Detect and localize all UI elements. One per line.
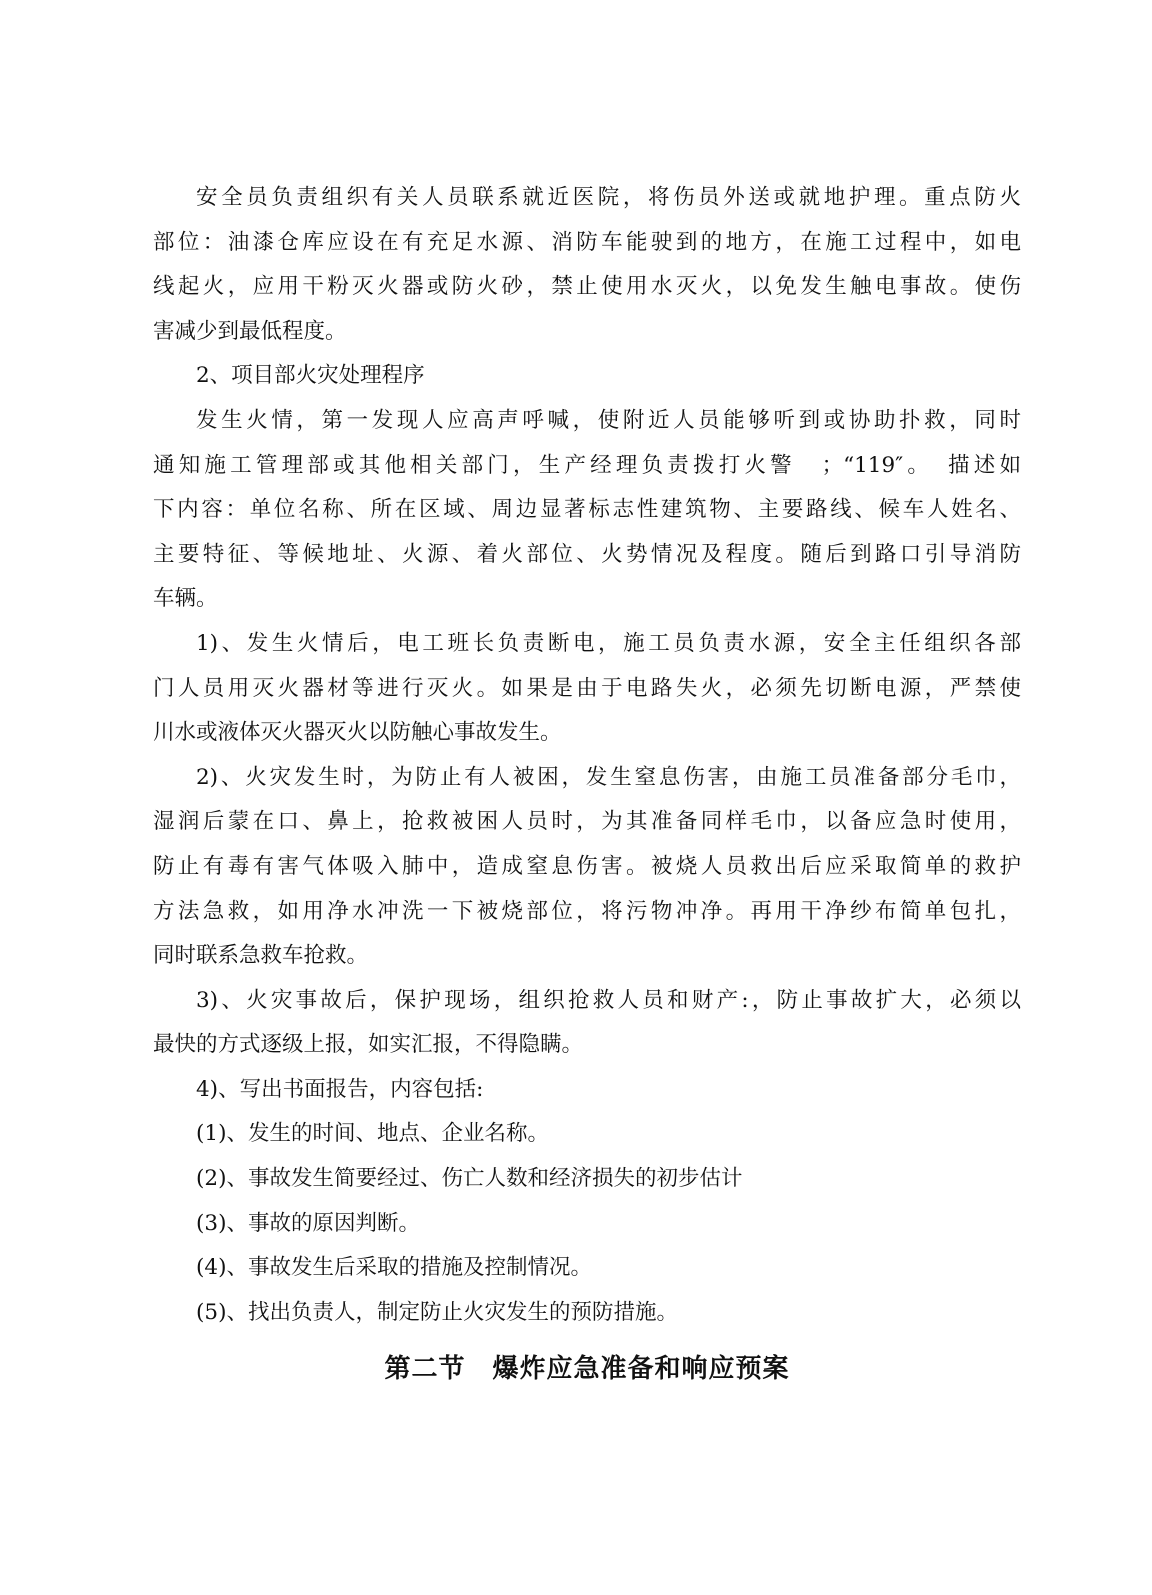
text-line: 湿润后蒙在口、鼻上，抢救被困人员时，为其准备同样毛巾，以备应急时使用， <box>153 809 1021 835</box>
text-line: 同时联系急救车抢救。 <box>153 943 369 969</box>
text-line: 最快的方式逐级上报，如实汇报，不得隐瞒。 <box>153 1032 584 1058</box>
text-line: 主要特征、等候地址、火源、着火部位、火势情况及程度。随后到路口引导消防 <box>153 541 1021 567</box>
text-line: 川水或液体灭火器灭火以防触心事故发生。 <box>153 720 562 746</box>
text-line: 线起火，应用干粉灭火器或防火砂，禁止使用水灭火，以免发生触电事故。使伤 <box>153 274 1021 300</box>
text-line: 下内容：单位名称、所在区域、周边显著标志性建筑物、主要路线、候车人姓名、 <box>153 497 1021 523</box>
text-line: 防止有毒有害气体吸入肺中，造成窒息伤害。被烧人员救出后应采取简单的救护 <box>153 853 1021 879</box>
text-line: (3)、事故的原因判断。 <box>196 1210 420 1236</box>
document-body <box>153 176 1021 1389</box>
text-line: 害减少到最低程度。 <box>153 318 347 344</box>
text-line: 安全员负责组织有关人员联系就近医院，将伤员外送或就地护理。重点防火 <box>196 185 1021 210</box>
text-line: (1)、发生的时间、地点、企业名称。 <box>196 1121 549 1147</box>
text-line: 2、项目部火灾处理程序 <box>196 363 425 389</box>
text-line: 通知施工管理部或其他相关部门，生产经理负责拨打火警 ；“119″。 描述如 <box>153 452 1021 478</box>
text-line: 3)、火灾事故后，保护现场，组织抢救人员和财产:，防止事故扩大，必须以 <box>196 987 1021 1013</box>
text-line: (2)、事故发生简要经过、伤亡人数和经济损失的初步估计 <box>196 1166 743 1192</box>
text-line: 4)、写出书面报告，内容包括: <box>196 1076 484 1102</box>
text-line: (5)、找出负责人，制定防止火灾发生的预防措施。 <box>196 1299 678 1325</box>
text-line: 方法急救，如用净水冲洗一下被烧部位，将污物冲净。再用干净纱布简单包扎， <box>153 898 1021 924</box>
text-line: 车辆。 <box>153 586 218 612</box>
text-line: 1)、发生火情后，电工班长负责断电，施工员负责水源，安全主任组织各部 <box>196 630 1021 656</box>
text-line: 发生火情，第一发现人应高声呼喊，使附近人员能够听到或协助扑救，同时 <box>196 407 1021 433</box>
text-line: 门人员用灭火器材等进行灭火。如果是由于电路失火，必须先切断电源，严禁使 <box>153 675 1021 701</box>
text-line: (4)、事故发生后采取的措施及控制情况。 <box>196 1255 592 1281</box>
text-line: 部位：油漆仓库应设在有充足水源、消防车能驶到的地方，在施工过程中，如电 <box>153 229 1021 255</box>
text-line: 2)、火灾发生时，为防止有人被困，发生窒息伤害，由施工员准备部分毛巾， <box>196 764 1021 790</box>
section-heading: 第二节 爆炸应急准备和响应预案 <box>384 1354 790 1385</box>
